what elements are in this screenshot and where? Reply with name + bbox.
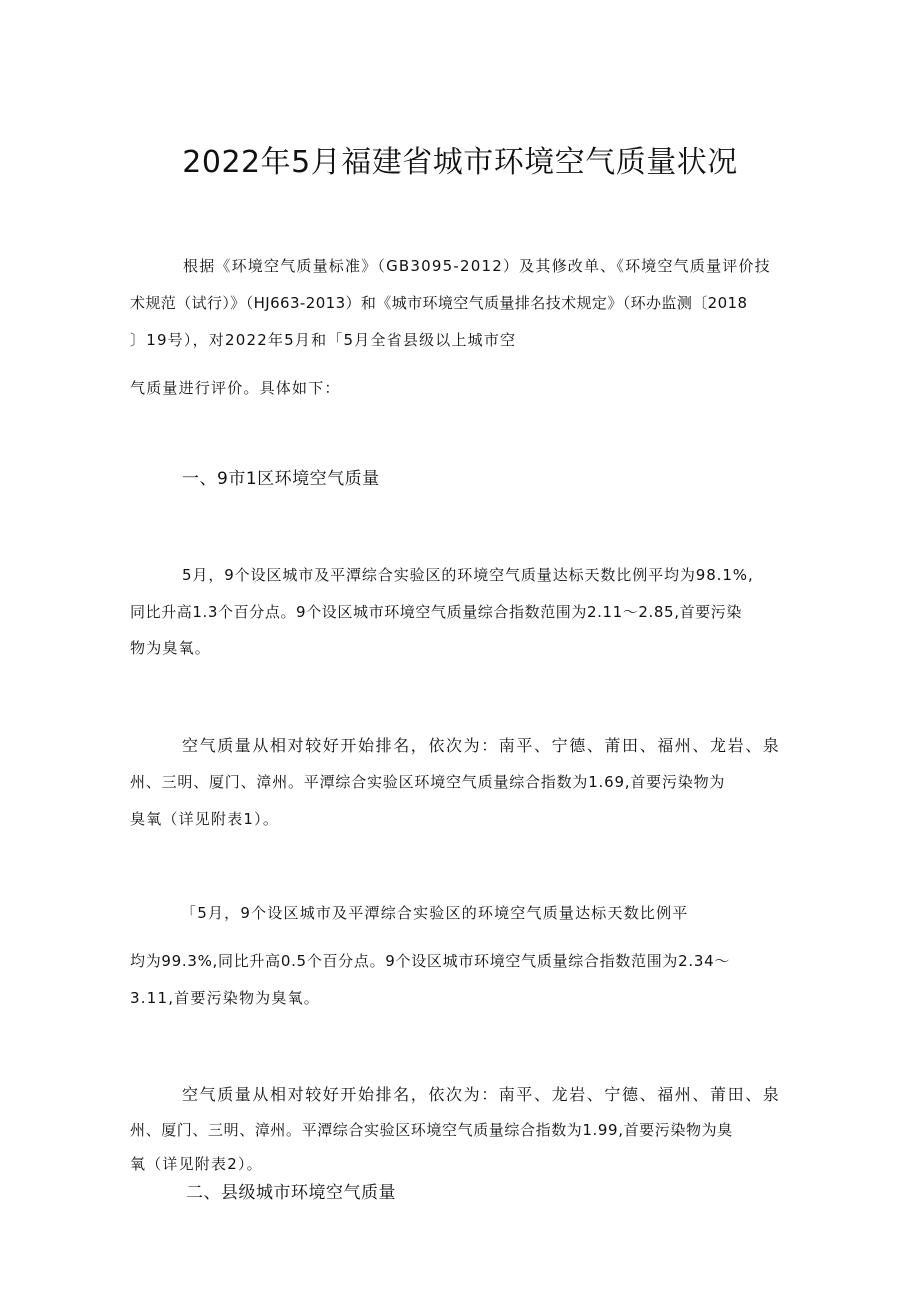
s1-p4-line-1: 空气质量从相对较好开始排名，依次为：南平、龙岩、宁德、福州、莆田、泉 bbox=[182, 1085, 781, 1104]
s1-p1-line-1: 5月，9个设区城市及平潭综合实验区的环境空气质量达标天数比例平均为98.1%, bbox=[182, 566, 754, 584]
s1-p2-line-3: 臭氧（详见附表1）。 bbox=[130, 810, 280, 828]
intro-line-1: 根据《环境空气质量标准》（GB3095-2012）及其修改单、《环境空气质量评价技 bbox=[183, 257, 771, 275]
intro-line-4: 气质量进行评价。具体如下： bbox=[130, 379, 341, 397]
s1-p3-line-2: 均为99.3%,同比升高0.5个百分点。9个设区城市环境空气质量综合指数范围为2.34～ bbox=[130, 952, 731, 970]
intro-line-2: 术规范（试行）》（HJ663-2013）和《城市环境空气质量排名技术规定》（环办监测〔2018 bbox=[130, 294, 748, 312]
s1-p2-line-2: 州、三明、厦门、漳州。平潭综合实验区环境空气质量综合指数为1.69,首要污染物为 bbox=[130, 773, 726, 791]
document-title: 2022年5月福建省城市环境空气质量状况 bbox=[182, 145, 738, 180]
s1-p4-line-2: 州、厦门、三明、漳州。平潭综合实验区环境空气质量综合指数为1.99,首要污染物为臭 bbox=[130, 1121, 733, 1139]
s1-p4-line-3: 氧（详见附表2）。 bbox=[130, 1155, 263, 1173]
s1-p3-line-3: 3.11,首要污染物为臭氧。 bbox=[130, 989, 320, 1007]
section-1-heading: 一、9市1区环境空气质量 bbox=[182, 469, 380, 489]
s1-p3-line-1: 「5月，9个设区城市及平潭综合实验区的环境空气质量达标天数比例平 bbox=[181, 904, 689, 922]
s1-p1-line-3: 物为臭氧。 bbox=[130, 639, 212, 657]
section-2-heading: 二、县级城市环境空气质量 bbox=[186, 1183, 396, 1203]
s1-p2-line-1: 空气质量从相对较好开始排名，依次为：南平、宁德、莆田、福州、龙岩、泉 bbox=[182, 736, 781, 755]
s1-p1-line-2: 同比升高1.3个百分点。9个设区城市环境空气质量综合指数范围为2.11～2.85,首要污染 bbox=[130, 603, 742, 621]
intro-line-3: 〕19号），对2022年5月和「5月全省县级以上城市空 bbox=[130, 331, 517, 349]
